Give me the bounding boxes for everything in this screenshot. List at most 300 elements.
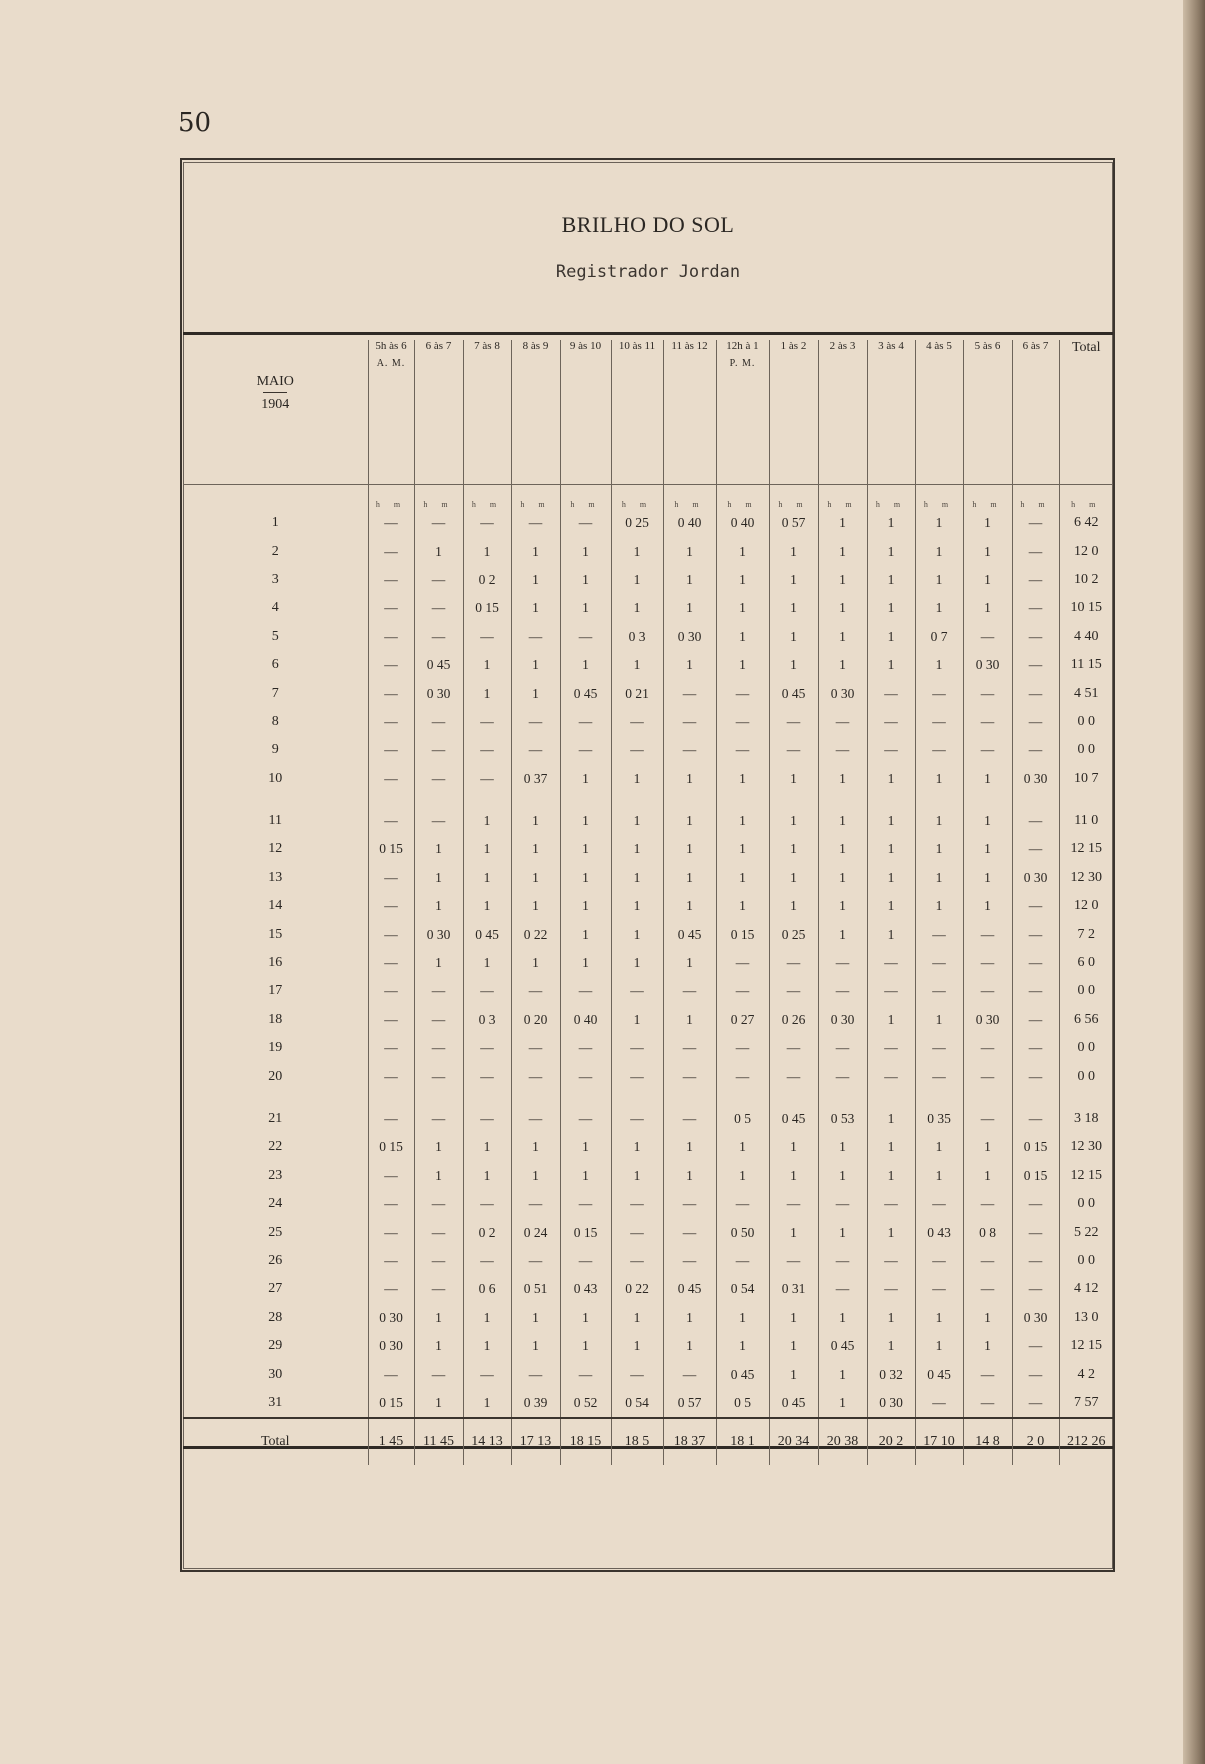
unit-label: h m: [1071, 500, 1102, 509]
column-header-4: [560, 340, 611, 485]
hour-cell: 1: [915, 864, 963, 892]
hour-cell: —: [368, 1360, 414, 1388]
hour-cell: —: [1012, 1006, 1059, 1034]
hour-cell: 1: [611, 793, 663, 835]
hour-cell: 0 45: [818, 1332, 867, 1360]
table-row: [183, 1247, 1113, 1275]
unit-label: h m: [778, 500, 809, 509]
hour-cell: 1: [463, 949, 511, 977]
column-label: 4 às 5: [926, 340, 952, 352]
column-label: 5 às 6: [974, 340, 1001, 352]
hour-cell: 1: [818, 1360, 867, 1388]
table-row: [183, 1091, 1113, 1133]
hour-cell: —: [511, 736, 560, 764]
hour-cell: —: [769, 977, 818, 1005]
hour-cell: —: [560, 736, 611, 764]
totals-label: Total: [183, 1418, 368, 1465]
hour-cell: 1: [511, 651, 560, 679]
hour-cell: —: [867, 1190, 915, 1218]
day-cell: 12: [268, 841, 283, 857]
hour-cell: 1: [716, 765, 769, 793]
hour-cell: 1: [663, 864, 716, 892]
hour-cell: 1: [963, 594, 1012, 622]
column-total-cell: 18 5: [611, 1418, 663, 1465]
hour-cell: 1: [867, 509, 915, 537]
row-total-cell: 7 2: [1059, 920, 1113, 948]
column-label: 6 às 7: [425, 340, 452, 352]
page-subtitle: Registrador Jordan: [555, 262, 741, 282]
table-row: [183, 892, 1113, 920]
hour-cell: 1: [818, 509, 867, 537]
hour-cell: 1: [511, 679, 560, 707]
hour-cell: —: [1012, 736, 1059, 764]
hour-cell: —: [560, 509, 611, 537]
unit-cell: [463, 485, 511, 510]
hour-cell: 1: [818, 537, 867, 565]
hour-cell: —: [368, 1091, 414, 1133]
hour-cell: 0 45: [769, 679, 818, 707]
hour-cell: —: [511, 1360, 560, 1388]
hour-cell: 1: [716, 835, 769, 863]
hour-cell: 0 30: [1012, 765, 1059, 793]
day-cell: 16: [268, 955, 283, 971]
row-total-cell: 10 2: [1059, 566, 1113, 594]
table-row: [183, 1304, 1113, 1332]
hour-cell: 1: [963, 537, 1012, 565]
hour-cell: 0 6: [463, 1275, 511, 1303]
column-label: 10 às 11: [618, 340, 656, 352]
hour-cell: 0 15: [368, 835, 414, 863]
hour-cell: 1: [611, 1162, 663, 1190]
hour-cell: —: [511, 977, 560, 1005]
hour-cell: 1: [769, 864, 818, 892]
hour-cell: —: [368, 537, 414, 565]
hour-cell: 1: [963, 1304, 1012, 1332]
hour-cell: —: [867, 949, 915, 977]
hour-cell: 0 57: [769, 509, 818, 537]
hour-cell: 1: [769, 793, 818, 835]
hour-cell: 0 5: [716, 1091, 769, 1133]
hour-cell: —: [818, 736, 867, 764]
unit-cell: [915, 485, 963, 510]
hour-cell: 0 37: [511, 765, 560, 793]
hour-cell: —: [1012, 1275, 1059, 1303]
day-cell: 21: [268, 1111, 283, 1126]
column-header-13: [1012, 340, 1059, 485]
hour-cell: 1: [867, 594, 915, 622]
column-total-cell: 11 45: [414, 1418, 463, 1465]
column-header-5: [611, 340, 663, 485]
hour-cell: —: [1012, 1091, 1059, 1133]
year-label: 1904: [261, 397, 290, 412]
table-row: [183, 793, 1113, 835]
hour-cell: —: [915, 1062, 963, 1090]
units-row: [183, 485, 1113, 510]
hour-cell: —: [663, 679, 716, 707]
table-row: [183, 1062, 1113, 1090]
hour-cell: 1: [663, 949, 716, 977]
hour-cell: —: [368, 1006, 414, 1034]
hour-cell: 0 22: [611, 1275, 663, 1303]
hour-cell: 0 15: [560, 1218, 611, 1246]
hour-cell: 0 8: [963, 1218, 1012, 1246]
hour-cell: 0 30: [663, 623, 716, 651]
hour-cell: —: [1012, 949, 1059, 977]
hour-cell: 1: [560, 765, 611, 793]
hour-cell: —: [818, 1247, 867, 1275]
hour-cell: 1: [511, 537, 560, 565]
hour-cell: 1: [867, 920, 915, 948]
day-cell: 28: [268, 1309, 283, 1325]
unit-cell: [611, 485, 663, 510]
hour-cell: —: [716, 1034, 769, 1062]
hour-cell: —: [463, 1062, 511, 1090]
day-cell: 11: [268, 813, 282, 829]
hour-cell: —: [963, 977, 1012, 1005]
hour-cell: 1: [560, 949, 611, 977]
hour-cell: —: [1012, 1247, 1059, 1275]
hour-cell: 1: [915, 651, 963, 679]
hour-cell: 0 45: [663, 1275, 716, 1303]
hour-cell: 1: [963, 1332, 1012, 1360]
hour-cell: 1: [818, 651, 867, 679]
hour-cell: 1: [867, 793, 915, 835]
hour-cell: 1: [818, 566, 867, 594]
hour-cell: 1: [915, 1332, 963, 1360]
hour-cell: —: [818, 1062, 867, 1090]
hour-cell: —: [368, 977, 414, 1005]
hour-cell: 1: [716, 594, 769, 622]
row-total-cell: 0 0: [1059, 1034, 1113, 1062]
header-separator: [183, 332, 1113, 335]
row-total-cell: 11 0: [1059, 793, 1113, 835]
hour-cell: —: [716, 736, 769, 764]
hour-cell: 0 45: [560, 679, 611, 707]
hour-cell: —: [769, 1062, 818, 1090]
hour-cell: —: [1012, 537, 1059, 565]
hour-cell: 0 2: [463, 1218, 511, 1246]
unit-cell: [867, 485, 915, 510]
hour-cell: 0 3: [611, 623, 663, 651]
hour-cell: 1: [769, 1304, 818, 1332]
page-title: BRILHO DO SOL: [561, 212, 735, 237]
hour-cell: 1: [463, 892, 511, 920]
hour-cell: 0 32: [867, 1360, 915, 1388]
column-sublabel: P. M.: [729, 358, 756, 369]
hour-cell: —: [368, 1162, 414, 1190]
hour-cell: 1: [769, 892, 818, 920]
unit-label: h m: [570, 500, 601, 509]
hour-cell: —: [463, 736, 511, 764]
hour-cell: —: [511, 708, 560, 736]
hour-cell: 1: [611, 892, 663, 920]
hour-cell: 1: [963, 1133, 1012, 1161]
hour-cell: 1: [560, 651, 611, 679]
hour-cell: —: [818, 1275, 867, 1303]
hour-cell: —: [560, 623, 611, 651]
hour-cell: 1: [663, 1332, 716, 1360]
hour-cell: 0 30: [818, 1006, 867, 1034]
row-total-cell: 12 0: [1059, 892, 1113, 920]
hour-cell: 1: [414, 835, 463, 863]
hour-cell: 1: [818, 765, 867, 793]
hour-cell: 1: [963, 892, 1012, 920]
table-row: [183, 651, 1113, 679]
hour-cell: 0 5: [716, 1389, 769, 1418]
hour-cell: 0 30: [963, 651, 1012, 679]
hour-cell: 1: [915, 765, 963, 793]
hour-cell: —: [915, 949, 963, 977]
table-row: [183, 1389, 1113, 1418]
day-cell: 3: [271, 571, 279, 587]
table-row: [183, 1332, 1113, 1360]
table-row: [183, 566, 1113, 594]
table-row: [183, 708, 1113, 736]
hour-cell: —: [368, 509, 414, 537]
unit-label: h m: [674, 500, 705, 509]
day-cell: 10: [268, 770, 283, 786]
day-cell: 6: [271, 657, 279, 673]
hour-cell: 1: [414, 1332, 463, 1360]
hour-cell: 1: [769, 566, 818, 594]
hour-cell: 1: [867, 1332, 915, 1360]
hour-cell: 1: [511, 1133, 560, 1161]
day-cell: 18: [268, 1011, 283, 1027]
column-total-cell: 17 10: [915, 1418, 963, 1465]
hour-cell: 0 45: [915, 1360, 963, 1388]
hour-cell: 1: [915, 793, 963, 835]
hour-cell: —: [769, 1034, 818, 1062]
row-total-cell: 13 0: [1059, 1304, 1113, 1332]
hour-cell: 1: [663, 594, 716, 622]
hour-cell: 1: [414, 537, 463, 565]
hour-cell: 1: [560, 1162, 611, 1190]
column-label: Total: [1071, 340, 1101, 355]
hour-cell: —: [716, 1190, 769, 1218]
hour-cell: —: [1012, 1034, 1059, 1062]
hour-cell: 0 30: [368, 1304, 414, 1332]
hour-cell: —: [1012, 1389, 1059, 1418]
hour-cell: —: [368, 1190, 414, 1218]
hour-cell: 0 27: [716, 1006, 769, 1034]
day-cell: 13: [268, 869, 283, 885]
hour-cell: —: [560, 1091, 611, 1133]
row-total-cell: 0 0: [1059, 1062, 1113, 1090]
hour-cell: —: [511, 1190, 560, 1218]
hour-cell: —: [414, 1190, 463, 1218]
hour-cell: 1: [716, 1133, 769, 1161]
hour-cell: —: [963, 949, 1012, 977]
hour-cell: —: [769, 1247, 818, 1275]
hour-cell: 0 25: [611, 509, 663, 537]
table-row: [183, 864, 1113, 892]
day-cell: 14: [268, 898, 283, 914]
row-total-cell: 5 22: [1059, 1218, 1113, 1246]
row-total-cell: 10 7: [1059, 765, 1113, 793]
hour-cell: 1: [511, 835, 560, 863]
hour-cell: —: [963, 920, 1012, 948]
hour-cell: 1: [463, 1304, 511, 1332]
hour-cell: 1: [769, 537, 818, 565]
hour-cell: 0 15: [1012, 1133, 1059, 1161]
hour-cell: 1: [463, 1389, 511, 1418]
column-label: 11 às 12: [671, 340, 708, 352]
hour-cell: 1: [663, 651, 716, 679]
hour-cell: —: [414, 1360, 463, 1388]
hour-cell: —: [963, 1247, 1012, 1275]
column-sublabel: A. M.: [376, 358, 406, 369]
hour-cell: 1: [867, 651, 915, 679]
hour-cell: —: [1012, 566, 1059, 594]
hour-cell: —: [368, 1247, 414, 1275]
hour-cell: 0 21: [611, 679, 663, 707]
row-total-cell: 0 0: [1059, 1190, 1113, 1218]
column-total-cell: 14 8: [963, 1418, 1012, 1465]
hour-cell: 1: [915, 566, 963, 594]
hour-cell: —: [867, 1034, 915, 1062]
hour-cell: 1: [818, 793, 867, 835]
day-cell: 27: [268, 1281, 283, 1297]
hour-cell: 1: [663, 1133, 716, 1161]
table-row: [183, 537, 1113, 565]
unit-label: h m: [972, 500, 1003, 509]
hour-cell: —: [769, 1190, 818, 1218]
day-cell: 25: [268, 1224, 283, 1240]
hour-cell: —: [511, 1062, 560, 1090]
hour-cell: 0 45: [663, 920, 716, 948]
row-total-cell: 4 12: [1059, 1275, 1113, 1303]
hour-cell: 1: [867, 835, 915, 863]
hour-cell: 1: [818, 1162, 867, 1190]
day-cell: 19: [268, 1040, 283, 1056]
hour-cell: —: [463, 765, 511, 793]
hour-cell: 0 30: [368, 1332, 414, 1360]
day-cell: 8: [271, 713, 279, 729]
unit-cell: [1059, 485, 1113, 510]
hour-cell: 1: [560, 835, 611, 863]
hour-cell: —: [560, 977, 611, 1005]
hour-cell: —: [1012, 1062, 1059, 1090]
hour-cell: —: [414, 1247, 463, 1275]
hour-cell: —: [663, 977, 716, 1005]
unit-label: h m: [520, 500, 551, 509]
hour-cell: —: [414, 765, 463, 793]
hour-cell: 0 57: [663, 1389, 716, 1418]
hour-cell: —: [611, 1091, 663, 1133]
unit-cell: [368, 485, 414, 510]
unit-cell: [716, 485, 769, 510]
hour-cell: —: [818, 1034, 867, 1062]
hour-cell: 0 45: [769, 1389, 818, 1418]
hour-cell: —: [414, 977, 463, 1005]
hour-cell: 0 26: [769, 1006, 818, 1034]
hour-cell: 0 39: [511, 1389, 560, 1418]
hour-cell: 1: [963, 1162, 1012, 1190]
hour-cell: 1: [716, 651, 769, 679]
hour-cell: 1: [867, 1133, 915, 1161]
unit-label: h m: [621, 500, 653, 509]
hour-cell: 1: [915, 594, 963, 622]
hour-cell: 1: [611, 1006, 663, 1034]
hour-cell: 1: [769, 1332, 818, 1360]
hour-cell: 1: [414, 1389, 463, 1418]
hour-cell: —: [463, 623, 511, 651]
hour-cell: —: [1012, 977, 1059, 1005]
hour-cell: —: [1012, 708, 1059, 736]
hour-cell: —: [560, 1034, 611, 1062]
row-total-cell: 12 15: [1059, 1162, 1113, 1190]
hour-cell: —: [611, 1190, 663, 1218]
hour-cell: —: [663, 708, 716, 736]
hour-cell: 1: [769, 623, 818, 651]
day-cell: 20: [268, 1068, 283, 1084]
hour-cell: 1: [818, 1218, 867, 1246]
hour-cell: —: [511, 1091, 560, 1133]
row-total-cell: 6 56: [1059, 1006, 1113, 1034]
hour-cell: 1: [611, 651, 663, 679]
column-header-7: [716, 340, 769, 485]
hour-cell: —: [414, 1218, 463, 1246]
hour-cell: 1: [560, 864, 611, 892]
unit-cell: [769, 485, 818, 510]
hour-cell: 0 30: [414, 920, 463, 948]
column-label: 6 às 7: [1022, 340, 1049, 352]
column-total-cell: 18 15: [560, 1418, 611, 1465]
hour-cell: 1: [463, 1133, 511, 1161]
row-total-cell: 4 51: [1059, 679, 1113, 707]
column-total-cell: 20 38: [818, 1418, 867, 1465]
hour-cell: 0 30: [963, 1006, 1012, 1034]
hour-cell: 1: [611, 920, 663, 948]
hour-cell: —: [414, 623, 463, 651]
hour-cell: 1: [414, 1162, 463, 1190]
units-blank: [183, 485, 368, 510]
hour-cell: —: [611, 977, 663, 1005]
column-header-3: [511, 340, 560, 485]
column-total-cell: 1 45: [368, 1418, 414, 1465]
hour-cell: —: [368, 765, 414, 793]
hour-cell: 1: [915, 537, 963, 565]
hour-cell: —: [663, 1034, 716, 1062]
hour-cell: 0 51: [511, 1275, 560, 1303]
hour-cell: 1: [414, 892, 463, 920]
day-cell: 9: [271, 742, 279, 758]
hour-cell: —: [1012, 793, 1059, 835]
hour-cell: 1: [560, 537, 611, 565]
hour-cell: 1: [611, 864, 663, 892]
hour-cell: —: [963, 1062, 1012, 1090]
hour-cell: 0 30: [1012, 864, 1059, 892]
hour-cell: 1: [611, 537, 663, 565]
hour-cell: 1: [716, 1304, 769, 1332]
hour-cell: 1: [915, 1304, 963, 1332]
hour-cell: 1: [463, 793, 511, 835]
hour-cell: 0 25: [769, 920, 818, 948]
unit-cell: [963, 485, 1012, 510]
hour-cell: —: [818, 977, 867, 1005]
hour-cell: 1: [818, 1304, 867, 1332]
row-total-cell: 12 15: [1059, 835, 1113, 863]
hour-cell: 0 3: [463, 1006, 511, 1034]
hour-cell: —: [867, 977, 915, 1005]
hour-cell: 1: [915, 892, 963, 920]
hour-cell: —: [611, 1062, 663, 1090]
page-number: 50: [178, 108, 212, 138]
hour-cell: 1: [818, 1133, 867, 1161]
table-row: [183, 1034, 1113, 1062]
hour-cell: 0 45: [769, 1091, 818, 1133]
day-cell: 23: [268, 1167, 283, 1183]
